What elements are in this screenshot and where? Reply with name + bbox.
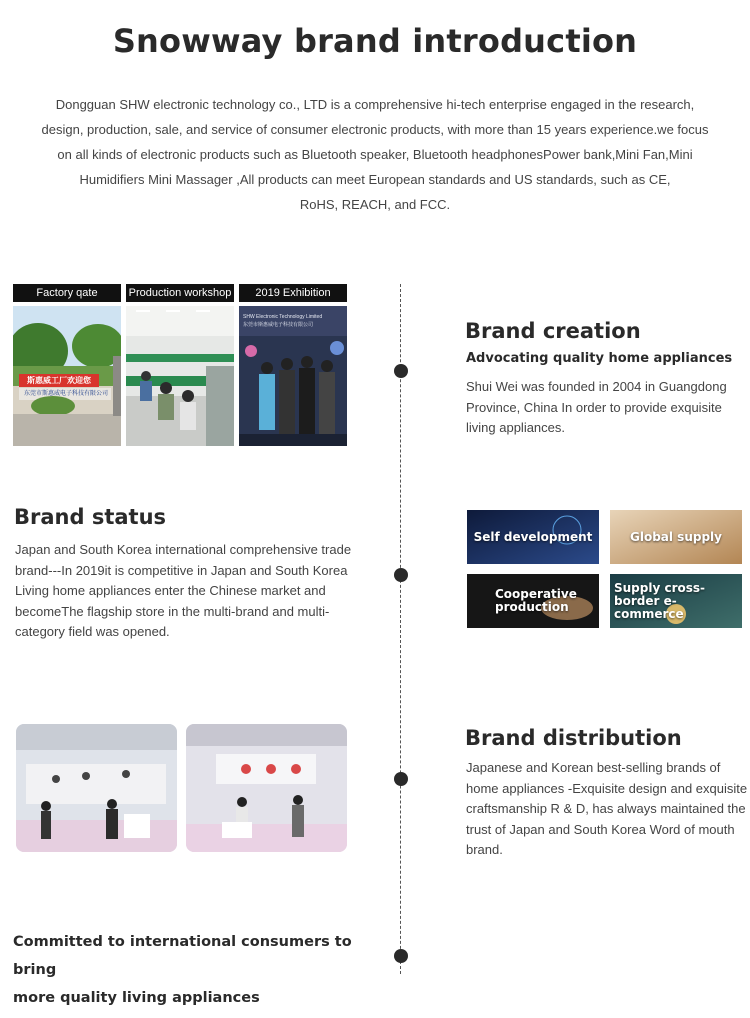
closing-line: Committed to international consumers to bring: [13, 934, 352, 978]
brand-creation-subtitle: Advocating quality home appliances: [466, 351, 733, 366]
tile-label: Supply cross-border e-commerce: [614, 580, 706, 621]
brand-status-text: Japan and South Korea international comprehensive trade brand---In 2019it is competitive in Japan and South Korea Living home appliances enter the Chinese market and becomeThe flagship store in the multi-brand and multi-category field was opened.: [15, 542, 352, 639]
brand-distribution-title: Brand distribution: [465, 726, 682, 750]
booth-photo-left: [16, 724, 177, 852]
timeline-dot: [394, 772, 408, 786]
exhibition-banner-text: SHW Electronic Technology Limited: [243, 314, 323, 320]
tile-self-development: [467, 510, 599, 564]
intro-line: RoHS, REACH, and FCC.: [299, 197, 451, 212]
intro-line: Dongguan SHW electronic technology co., LTD is a comprehensive hi-tech enterprise engaged in the research,: [55, 97, 695, 112]
photo-caption: Production workshop: [126, 284, 234, 302]
intro-line: Humidifiers Mini Massager ,All products can meet European standards and US standards, such as CE,: [79, 172, 671, 187]
brand-creation-title: Brand creation: [465, 319, 641, 343]
booth-photo-right: [186, 724, 347, 852]
page-title: Snowway brand introduction: [112, 22, 638, 60]
exhibition-photo: [239, 306, 347, 446]
brand-distribution-text: Japanese and Korean best-selling brands of home appliances -Exquisite design and exquisite craftsmanship R & D, has always maintained the trust of Japan and South Korea Word of mouth brand.: [466, 760, 748, 857]
exhibition-banner-subtext: 东莞市斯惠威电子科技有限公司: [243, 322, 314, 328]
tile-global-supply: [610, 510, 742, 564]
intro-paragraph: [28, 92, 722, 217]
timeline-dot: [394, 949, 408, 963]
tile-cross-border: [610, 574, 742, 628]
timeline-line: [400, 284, 401, 974]
brand-status-title: Brand status: [14, 505, 167, 529]
tile-label: Global supply: [630, 529, 722, 544]
intro-line: on all kinds of electronic products such as Bluetooth speaker, Bluetooth headphonesPower bank,Mini Fan,Mini: [57, 147, 693, 162]
factory-sign-subtext: 东莞市斯惠威电子科技有限公司: [23, 391, 108, 397]
brand-creation-text: Shui Wei was founded in 2004 in Guangdong Province, China In order to provide exquisite living appliances.: [466, 379, 727, 435]
tile-cooperative-production: [467, 574, 599, 628]
tile-label: Cooperative production: [495, 587, 577, 614]
timeline-dot: [394, 568, 408, 582]
intro-line: design, production, sale, and service of consumer electronic products, with more than 15 years experience.we focus: [41, 122, 709, 137]
photo-caption: 2019 Exhibition: [239, 284, 347, 302]
closing-statement: [13, 928, 383, 1012]
production-workshop-photo: [126, 306, 234, 446]
tile-label: Self development: [473, 529, 593, 544]
closing-line: more quality living appliances: [13, 990, 260, 1006]
factory-sign-text: 斯惠威工厂欢迎您: [27, 376, 91, 385]
factory-gate-photo: [13, 306, 121, 446]
timeline-dot: [394, 364, 408, 378]
photo-caption: Factory qate: [13, 284, 121, 302]
